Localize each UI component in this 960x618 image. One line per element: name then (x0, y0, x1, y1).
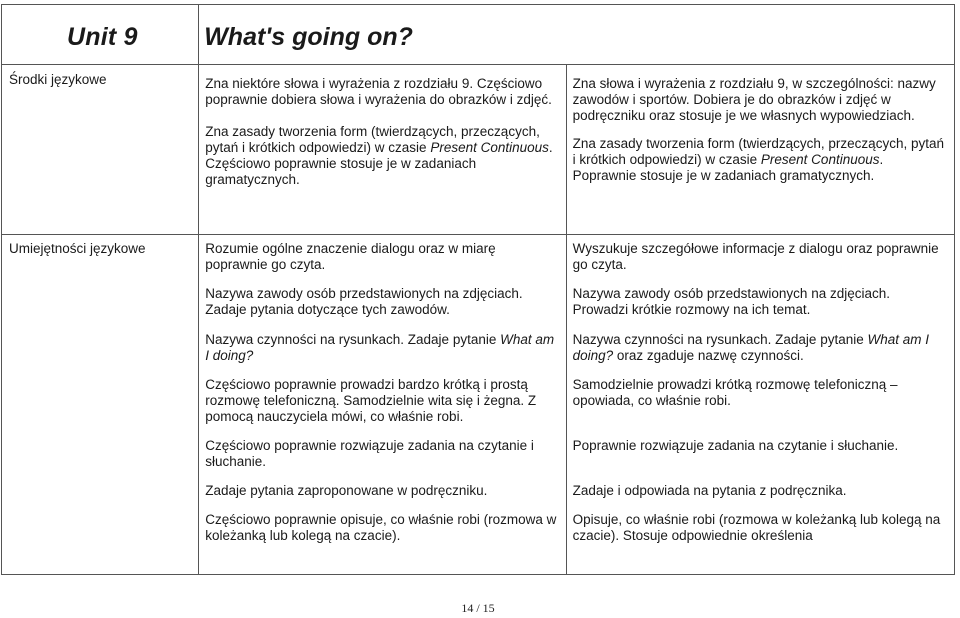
criterion-text-part: Zna zasady tworzenia form (twierdzących, przeczących, pytań i krótkich odpowiedzi) w czasie (205, 124, 540, 155)
col2-language-skills (199, 235, 566, 575)
criterion-text-part: Zna zasady tworzenia form (twierdzących, przeczących, pytań i krótkich odpowiedzi) w czasie (572, 136, 944, 167)
criterion-text (205, 124, 559, 188)
row-label-language-skills (2, 235, 199, 575)
criterion-text-part: Nazywa czynności na rysunkach. Zadaje pytanie (205, 332, 501, 347)
criterion-text (205, 332, 559, 364)
col3-language-means (566, 65, 954, 235)
criterion-text: Rozumie ogólne znaczenie dialogu oraz w miarę poprawnie go czyta. (205, 241, 496, 272)
criterion-text-part: . Poprawnie stosuje je w zadaniach gramatycznych. (572, 152, 884, 183)
row-label-text: Umiejętności językowe (9, 241, 146, 256)
criterion-text: Częściowo poprawnie rozwiązuje zadania na czytanie i słuchanie. (205, 438, 534, 469)
criterion-text (573, 332, 948, 364)
criterion-text: Poprawnie rozwiązuje zadania na czytanie i słuchanie. (572, 438, 899, 453)
criterion-text: Wyszukuje szczegółowe informacje z dialogu oraz poprawnie go czyta. (572, 241, 939, 272)
criterion-text: Nazywa zawody osób przedstawionych na zdjęciach. Prowadzi krótkie rozmowy na ich temat. (572, 286, 890, 317)
criterion-text: Zna niektóre słowa i wyrażenia z rozdziału 9. Częściowo poprawnie dobiera słowa i wyrażenia do obrazków i zdjęć. (205, 76, 552, 107)
criterion-text-part: Nazywa czynności na rysunkach. Zadaje pytanie (572, 332, 868, 347)
criterion-text-italic: What am I doing? (205, 332, 555, 363)
unit-subtitle: What's going on? (204, 23, 413, 51)
criterion-text: Zadaje pytania zaproponowane w podręczniku. (205, 483, 488, 498)
criterion-text-part: oraz zgaduje nazwę czynności. (613, 348, 804, 363)
criterion-text (573, 136, 948, 184)
criterion-text: Częściowo poprawnie opisuje, co właśnie robi (rozmowa w koleżanką lub kolegą na czacie). (205, 512, 557, 543)
criterion-text-part: . Częściowo poprawnie stosuje je w zadaniach gramatycznych. (205, 140, 553, 187)
language-skills-row (2, 235, 955, 575)
title-cell (199, 5, 955, 65)
row-label-text: Środki językowe (9, 72, 107, 87)
criterion-text-italic: Present Continuous (760, 152, 880, 167)
criteria-table (1, 4, 955, 575)
unit-title: Unit 9 (67, 23, 138, 51)
criterion-text-italic: What am I doing? (572, 332, 929, 363)
row-label-language-means (2, 65, 199, 235)
criterion-text: Nazywa zawody osób przedstawionych na zdjęciach. Zadaje pytania dotyczące tych zawodów. (205, 286, 523, 317)
col3-language-skills (566, 235, 954, 575)
unit-cell (2, 5, 199, 65)
language-means-row (2, 65, 955, 235)
title-row (2, 5, 955, 65)
criterion-text: Opisuje, co właśnie robi (rozmowa w koleżanką lub kolegą na czacie). Stosuje odpowiednie określenia (572, 512, 941, 543)
criterion-text-italic: Present Continuous (430, 140, 549, 155)
col2-language-means (199, 65, 566, 235)
criterion-text: Zadaje i odpowiada na pytania z podręcznika. (572, 483, 847, 498)
criterion-text: Częściowo poprawnie prowadzi bardzo krótką i prostą rozmowę telefoniczną. Samodzielnie wita się i żegna. Z pomocą nauczyciela mówi, co właśnie robi. (205, 377, 537, 424)
criterion-text: Zna słowa i wyrażenia z rozdziału 9, w szczególności: nazwy zawodów i sportów. Dobiera je do obrazków i zdjęć w podręczniku oraz stosuje je we własnych wypowiedziach. (572, 76, 936, 123)
page-number: 14 / 15 (461, 601, 495, 615)
criterion-text: Samodzielnie prowadzi krótką rozmowę telefoniczną – opowiada, co właśnie robi. (572, 377, 898, 408)
